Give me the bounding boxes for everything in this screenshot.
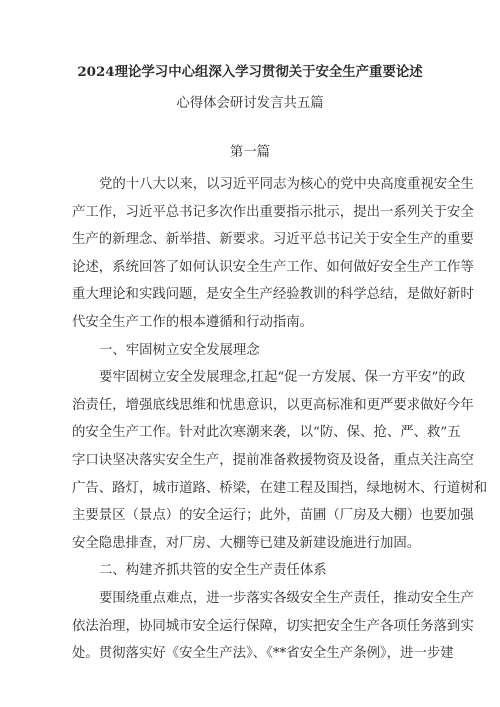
text-line: 主要景区（景点）的安全运行；此外，苗圃（厂房及大棚）也要加强	[72, 508, 474, 524]
text-line: 广告、路灯，城市道路、桥梁，在建工程及围挡，绿地树木、行道树和	[72, 480, 488, 496]
text-line: 字口诀坚决落实安全生产，提前准备救援物资及设备，重点关注高空	[72, 452, 474, 468]
document-subtitle: 心得体会研讨发言共五篇	[176, 96, 324, 111]
text-line: 治责任，增强底线思维和忧患意识，以更高标准和更严要求做好今年	[72, 397, 474, 413]
text-line: 要牢固树立安全发展理念,扛起“促一方发展、保一方平安”的政	[99, 370, 466, 386]
text-line: 党的十八大以来，以习近平同志为核心的党中央高度重视安全生	[99, 177, 474, 192]
text-line: 的安全生产工作。针对此次寒潮来袭，以“防、保、抢、严、救”五	[72, 425, 461, 441]
text-line: 生产的新理念、新举措、新要求。习近平总书记关于安全生产的重要	[72, 232, 474, 248]
text-line: 产工作，习近平总书记多次作出重要指示批示，提出一系列关于安全	[72, 204, 474, 220]
text-line: 要围绕重点难点，进一步落实各级安全生产责任，推动安全生产	[99, 590, 474, 606]
section-heading: 第一篇	[229, 145, 271, 160]
text-line: 重大理论和实践问题，是安全生产经验教训的科学总结，是做好新时	[72, 287, 474, 303]
text-line: 代安全生产工作的根本遵循和行动指南。	[72, 314, 314, 330]
document-body	[72, 171, 488, 668]
text-line: 二、构建齐抓共管的安全生产责任体系	[99, 563, 327, 579]
text-line: 依法治理，协同城市安全运行保障，切实把安全生产各项任务落到实	[72, 618, 474, 634]
text-line: 论述，系统回答了如何认识安全生产工作、如何做好安全生产工作等	[72, 259, 474, 275]
document-title: 2024理论学习中心组深入学习贯彻关于安全生产重要论述	[77, 64, 423, 80]
text-line: 处。贯彻落实好《安全生产法》、《**省安全生产条例》，进一步建	[72, 646, 454, 662]
text-line: 一、牢固树立安全发展理念	[99, 342, 260, 358]
text-line: 安全隐患排查，对厂房、大棚等已建及新建设施进行加固。	[72, 535, 421, 551]
